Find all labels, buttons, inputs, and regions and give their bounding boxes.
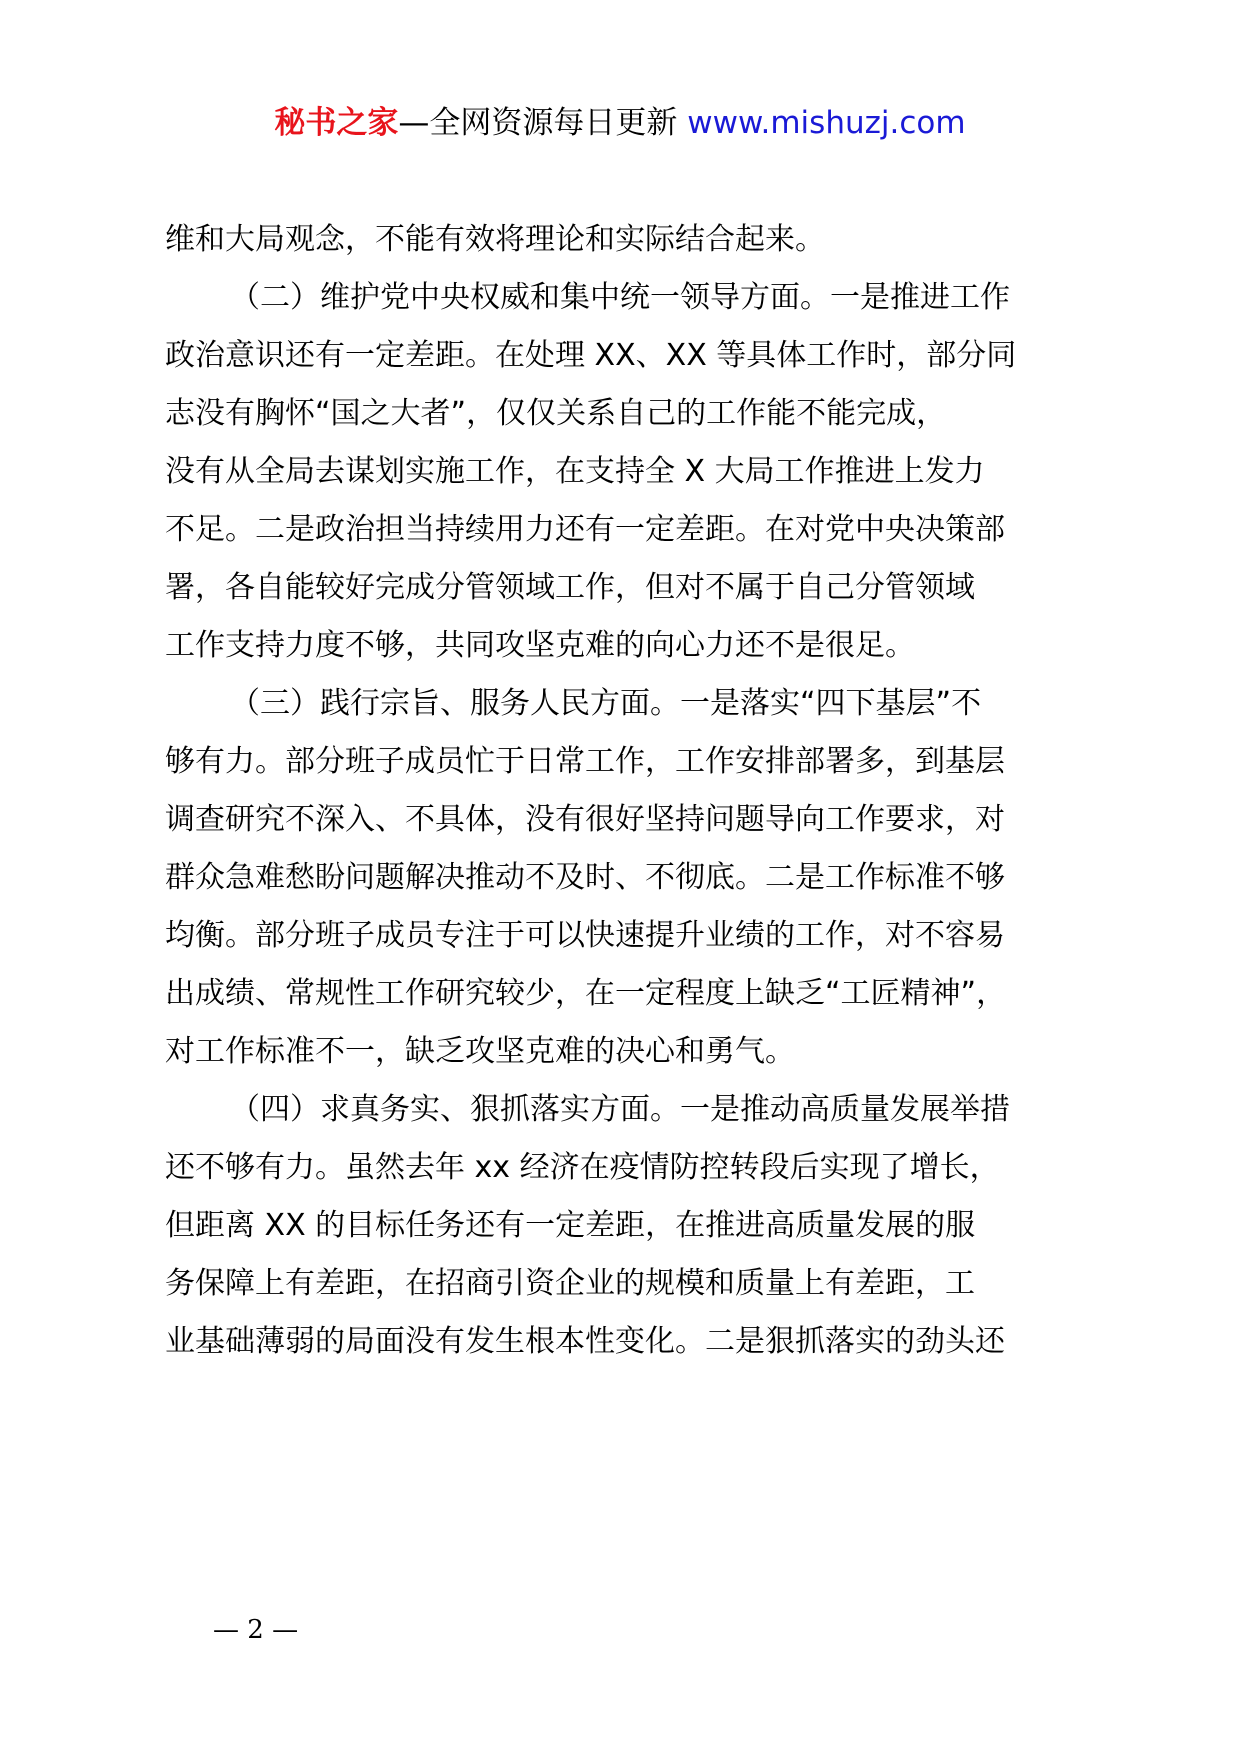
- body-line: 没有从全局去谋划实施工作，在支持全 X 大局工作推进上发力: [165, 454, 985, 489]
- body-line: 政治意识还有一定差距。在处理 XX、XX 等具体工作时，部分同: [165, 338, 1017, 373]
- body-line: 还不够有力。虽然去年 xx 经济在疫情防控转段后实现了增长，: [165, 1150, 1000, 1185]
- body-line-section-heading: （三）践行宗旨、服务人民方面。一是落实“四下基层”不: [230, 686, 982, 721]
- body-line: 均衡。部分班子成员专注于可以快速提升业绩的工作，对不容易: [165, 918, 1005, 953]
- body-line: 维和大局观念，不能有效将理论和实际结合起来。: [165, 222, 825, 257]
- site-tagline: —全网资源每日更新: [398, 105, 678, 141]
- body-line: 但距离 XX 的目标任务还有一定差距，在推进高质量发展的服: [165, 1208, 976, 1243]
- body-line: 志没有胸怀“国之大者”，仅仅关系自己的工作能不能完成，: [165, 396, 947, 431]
- body-line: 对工作标准不一，缺乏攻坚克难的决心和勇气。: [165, 1034, 795, 1069]
- body-line: 够有力。部分班子成员忙于日常工作，工作安排部署多，到基层: [165, 744, 1005, 779]
- body-line: 群众急难愁盼问题解决推动不及时、不彻底。二是工作标准不够: [165, 860, 1005, 895]
- site-brand: 秘书之家: [274, 105, 399, 141]
- site-url-link[interactable]: www.mishuzj.com: [687, 105, 966, 141]
- body-line: 署，各自能较好完成分管领域工作，但对不属于自己分管领域: [165, 570, 975, 605]
- body-line-section-heading: （二）维护党中央权威和集中统一领导方面。一是推进工作: [230, 280, 1010, 315]
- site-header: [0, 100, 1240, 146]
- page-number: — 2 —: [213, 1615, 299, 1645]
- body-line: 业基础薄弱的局面没有发生根本性变化。二是狠抓落实的劲头还: [165, 1324, 1005, 1359]
- body-line: 工作支持力度不够，共同攻坚克难的向心力还不是很足。: [165, 628, 915, 663]
- body-line: 不足。二是政治担当持续用力还有一定差距。在对党中央决策部: [165, 512, 1005, 547]
- body-line-section-heading: （四）求真务实、狠抓落实方面。一是推动高质量发展举措: [230, 1092, 1010, 1127]
- body-line: 出成绩、常规性工作研究较少，在一定程度上缺乏“工匠精神”，: [165, 976, 1007, 1011]
- body-line: 务保障上有差距，在招商引资企业的规模和质量上有差距，工: [165, 1266, 975, 1301]
- body-line: 调查研究不深入、不具体，没有很好坚持问题导向工作要求，对: [165, 802, 1005, 837]
